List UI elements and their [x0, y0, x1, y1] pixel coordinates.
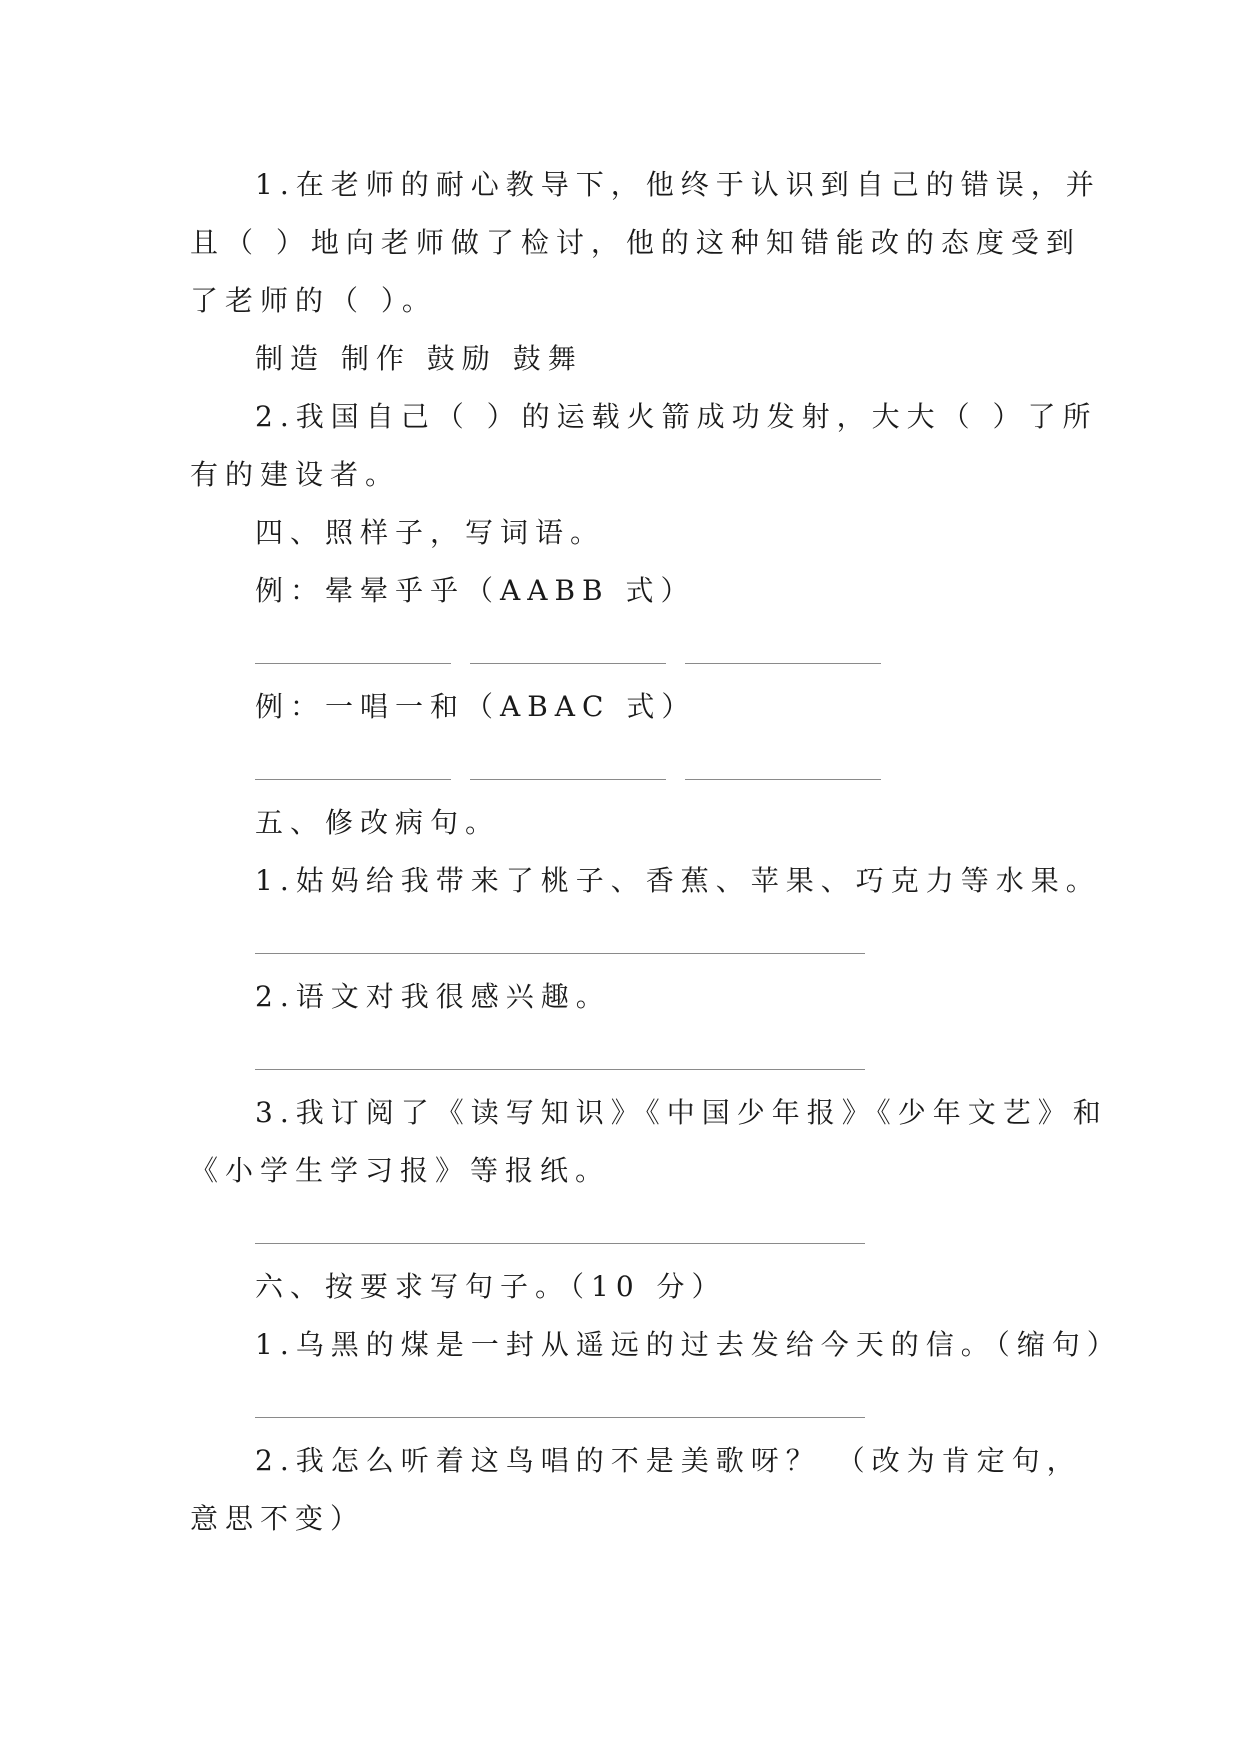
q3-item1-line2: 且（ ）地向老师做了检讨，他的这种知错能改的态度受到: [190, 226, 1081, 259]
q5-item2: 2.语文对我很感兴趣。: [255, 980, 611, 1013]
q4-heading: 四、照样子，写词语。: [255, 516, 606, 549]
q3-item2-line2: 有的建设者。: [190, 458, 401, 491]
q5-item3-line1: 3.我订阅了《读写知识》《中国少年报》《少年文艺》和: [255, 1096, 1108, 1129]
q6-item2-line2: 意思不变）: [190, 1502, 366, 1535]
q5-answer-line[interactable]: [255, 1243, 865, 1244]
q5-item1: 1.姑妈给我带来了桃子、香蕉、苹果、巧克力等水果。: [255, 864, 1101, 897]
q6-item1: 1.乌黑的煤是一封从遥远的过去发给今天的信。（缩句）: [255, 1328, 1122, 1361]
q4-answer-blank[interactable]: [470, 779, 666, 780]
q5-item3-line2: 《小学生学习报》等报纸。: [190, 1154, 611, 1187]
q6-answer-line[interactable]: [255, 1417, 865, 1418]
q4-answer-blank[interactable]: [685, 663, 881, 664]
q6-item2-line1: 2.我怎么听着这鸟唱的不是美歌呀？ （改为肯定句，: [255, 1444, 1082, 1477]
q4-answer-blank[interactable]: [255, 663, 451, 664]
q4-example2: 例：一唱一和（ABAC 式）: [255, 690, 697, 723]
q6-heading: 六、按要求写句子。（10 分）: [255, 1270, 727, 1303]
q3-item2-line1: 2.我国自己（ ）的运载火箭成功发射，大大（ ）了所: [255, 400, 1098, 433]
q4-answer-blank[interactable]: [470, 663, 666, 664]
q4-answer-blank[interactable]: [255, 779, 451, 780]
q3-item1-line1: 1.在老师的耐心教导下，他终于认识到自己的错误，并: [255, 168, 1101, 201]
q5-answer-line[interactable]: [255, 1069, 865, 1070]
q5-heading: 五、修改病句。: [255, 806, 501, 839]
q4-answer-blank[interactable]: [685, 779, 881, 780]
q5-answer-line[interactable]: [255, 953, 865, 954]
q3-item1-line3: 了老师的（ ）。: [190, 284, 437, 317]
q4-example1: 例：晕晕乎乎（AABB 式）: [255, 574, 696, 607]
q3-word-bank: 制造 制作 鼓励 鼓舞: [255, 342, 583, 375]
